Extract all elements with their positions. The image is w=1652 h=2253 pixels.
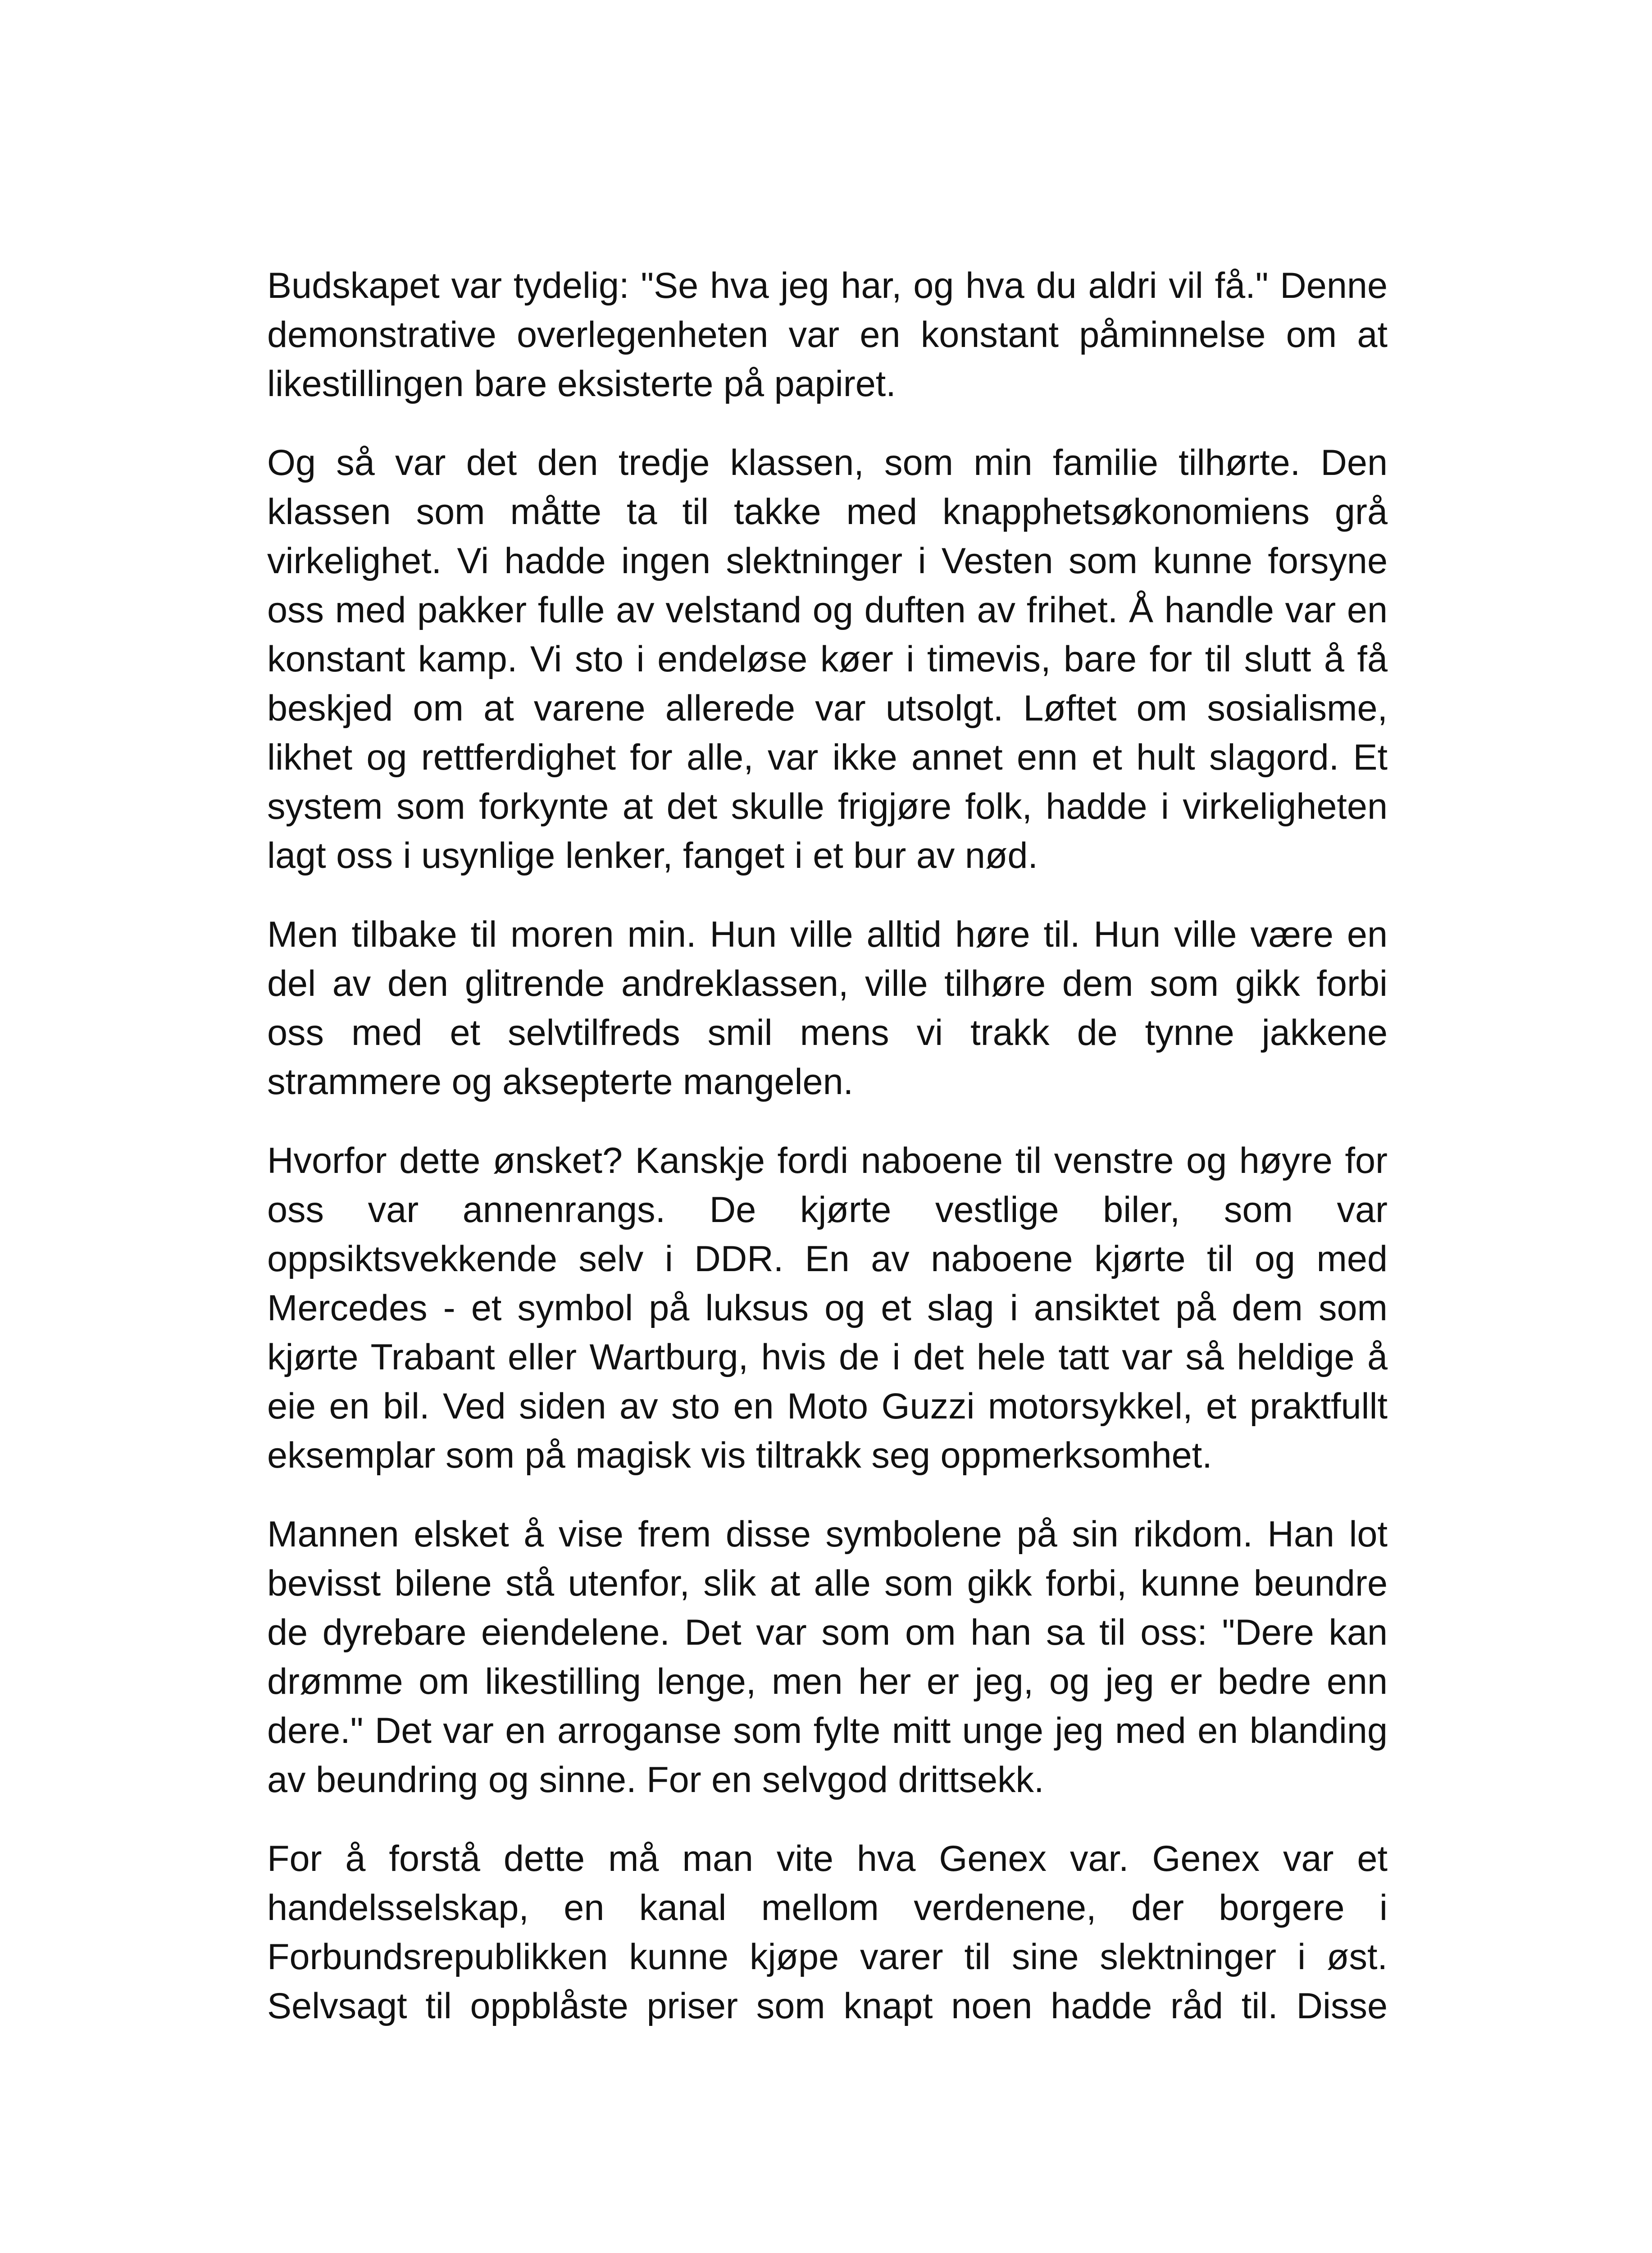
paragraph: Mannen elsket å vise frem disse symbolene på sin rikdom. Han lot bevisst bilene stå utenfor, slik at alle som gikk forbi, kunne beundre de dyrebare eiendelene. Det var som om han sa til oss: "Dere kan drømme om likestilling lenge, men her er jeg, og jeg er bedre enn dere." Det var en arroganse som fylte mitt unge jeg med en blanding av beundring og sinne. For en selvgod drittsekk.	[267, 1514, 1388, 1800]
body-text	[267, 261, 1388, 2031]
paragraph: Hvorfor dette ønsket? Kanskje fordi naboene til venstre og høyre for oss var annenrangs. De kjørte vestlige biler, som var oppsiktsvekkende selv i DDR. En av naboene kjørte til og med Mercedes - et symbol på luksus og et slag i ansiktet på dem som kjørte Trabant eller Wartburg, hvis de i det hele tatt var så heldige å eie en bil. Ved siden av sto en Moto Guzzi motorsykkel, et praktfullt eksemplar som på magisk vis tiltrakk seg oppmerksomhet.	[267, 1140, 1388, 1476]
paragraph: Og så var det den tredje klassen, som min familie tilhørte. Den klassen som måtte ta til takke med knapphetsøkonomiens grå virkelighet. Vi hadde ingen slektninger i Vesten som kunne forsyne oss med pakker fulle av velstand og duften av frihet. Å handle var en konstant kamp. Vi sto i endeløse køer i timevis, bare for til slutt å få beskjed om at varene allerede var utsolgt. Løftet om sosialisme, likhet og rettferdighet for alle, var ikke annet enn et hult slagord. Et system som forkynte at det skulle frigjøre folk, hadde i virkeligheten lagt oss i usynlige lenker, fanget i et bur av nød.	[267, 442, 1388, 876]
paragraph: For å forstå dette må man vite hva Genex var. Genex var et handelsselskap, en kanal mellom verdenene, der borgere i Forbundsrepublikken kunne kjøpe varer til sine slektninger i øst. Selvsagt til oppblåste priser som knapt noen hadde råd til. Disse	[267, 1838, 1388, 2026]
paragraph: Budskapet var tydelig: "Se hva jeg har, og hva du aldri vil få." Denne demonstrative overlegenheten var en konstant påminnelse om at likestillingen bare eksisterte på papiret.	[267, 265, 1388, 404]
paragraph: Men tilbake til moren min. Hun ville alltid høre til. Hun ville være en del av den glitrende andreklassen, ville tilhøre dem som gikk forbi oss med et selvtilfreds smil mens vi trakk de tynne jakkene strammere og aksepterte mangelen.	[267, 914, 1388, 1102]
